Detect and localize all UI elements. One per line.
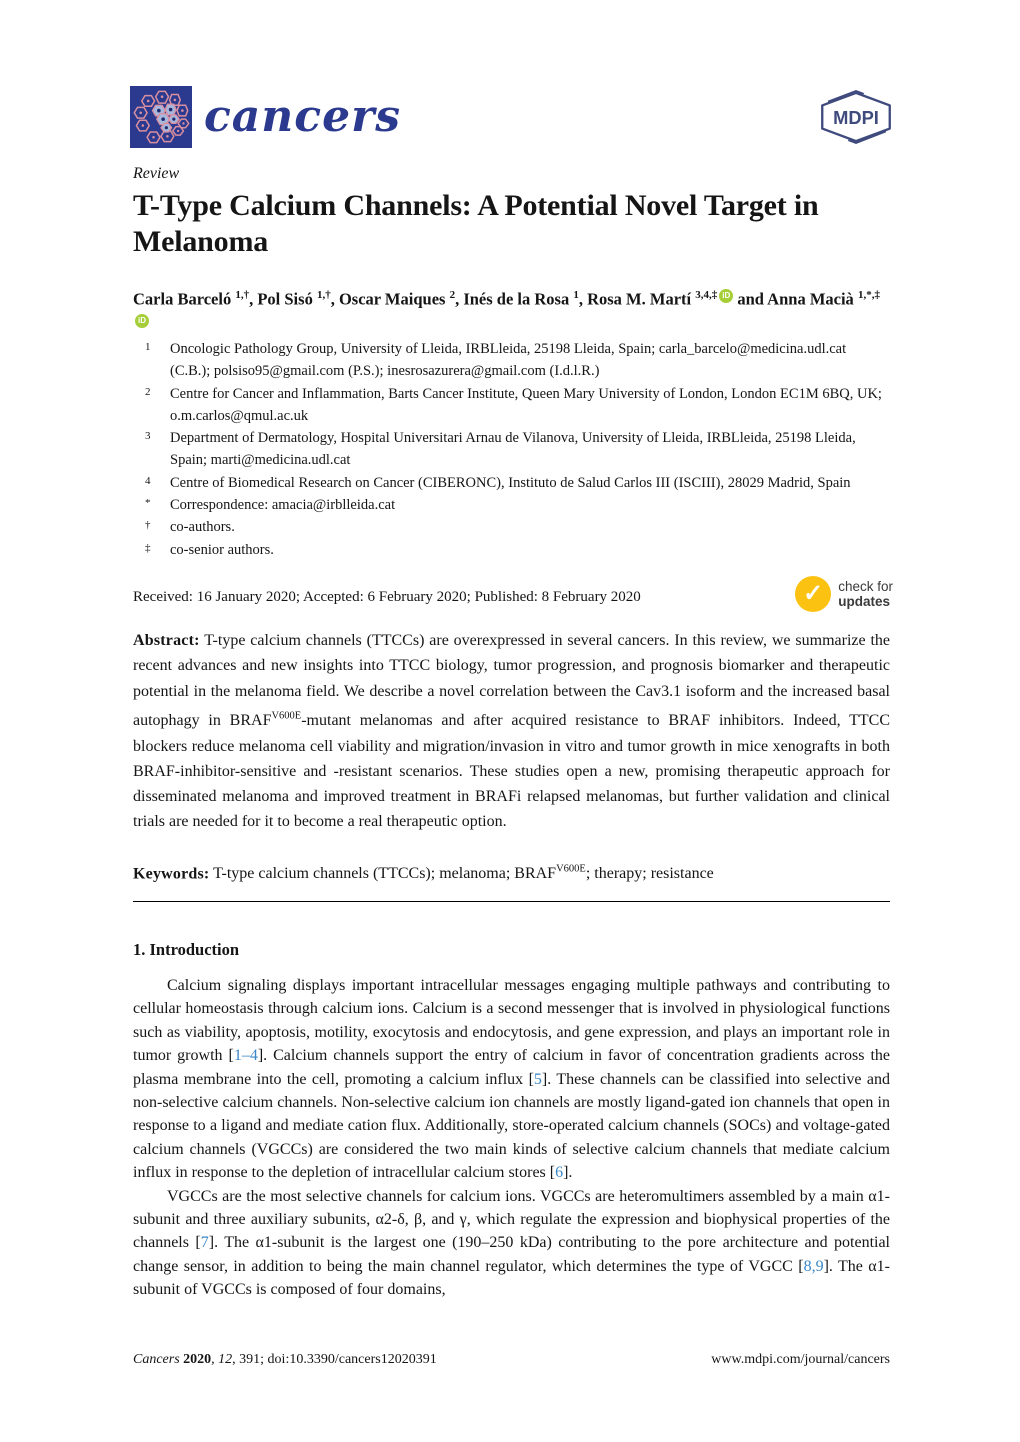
introduction-body	[133, 974, 890, 1302]
text-segment: 2020	[183, 1352, 212, 1367]
text-segment: VGCCs are the most selective channels for calcium ions. VGCCs are heteromultimers assembled by a main α1-subunit and three auxiliary subunits, α2-δ, β, and γ, which regulate the expression and biophysical properties of the channels [	[133, 1187, 890, 1252]
abstract-label: Abstract:	[133, 632, 200, 649]
text-segment: 3,4,‡	[695, 289, 718, 301]
badge-text	[838, 579, 893, 609]
text-segment: 1	[573, 289, 579, 301]
affiliation-text: Oncologic Pathology Group, University of Lleida, IRBLleida, 25198 Lleida, Spain; carla_barcelo@medicina.udl.cat (C.B.); polsiso95@gmail.com (P.S.); inesrosazurera@gmail.com (I.d.l.R.)	[170, 341, 847, 380]
correspondence-item	[133, 494, 890, 516]
footer-citation	[133, 1352, 437, 1368]
text-segment: Calcium signaling displays important intracellular messages engaging multiple pathways and contributing to cellular homeostasis through calcium ions. Calcium is a second messenger that is involved in physiological functions such as viability, apoptosis, motility, exocytosis and endocytosis, and gene expression, and plays an important role in tumor growth [	[133, 977, 890, 1065]
dates-line: Received: 16 January 2020; Accepted: 6 February 2020; Published: 8 February 2020	[133, 589, 641, 605]
affiliation-item	[133, 338, 890, 383]
text-segment: ].	[563, 1164, 573, 1182]
affiliations-list	[133, 338, 890, 561]
text-segment: 1,†	[316, 289, 331, 301]
affiliation-marker: ‡	[145, 541, 151, 554]
text-segment: , 391; doi:10.3390/cancers12020391	[232, 1352, 437, 1367]
affiliation-text: Centre for Cancer and Inflammation, Barts Cancer Institute, Queen Mary University of London, London EC1M 6BQ, UK; o.m.carlos@qmul.ac.uk	[170, 385, 882, 424]
page-title: T-Type Calcium Channels: A Potential Novel Target in Melanoma	[133, 189, 819, 258]
text-segment: 12	[218, 1352, 233, 1367]
text-segment: , Rosa M. Martí	[578, 289, 696, 309]
check-for-updates-badge[interactable]	[795, 576, 893, 612]
text-segment: , Inés de la Rosa	[455, 289, 574, 309]
citation-link[interactable]: 7	[200, 1234, 209, 1252]
text-segment: ]. Calcium channels support the entry of calcium in favor of concentration gradients across the plasma membrane into the cell, promoting a calcium influx [	[133, 1047, 891, 1088]
footnote-text: co-senior authors.	[170, 541, 274, 558]
abstract-text	[133, 632, 890, 830]
journal-name: cancers	[204, 91, 402, 142]
footnote-item	[133, 539, 890, 561]
affiliation-item	[133, 383, 890, 428]
mdpi-logo[interactable]	[818, 90, 894, 149]
authors-line	[133, 283, 890, 337]
mdpi-label-svg: MDPI	[833, 106, 879, 128]
footer-journal-url[interactable]: www.mdpi.com/journal/cancers	[711, 1352, 890, 1367]
text-segment: ,	[211, 1352, 219, 1367]
orcid-icon[interactable]: iD	[135, 314, 149, 328]
text-segment: ]. These channels can be classified into selective and non-selective calcium channels. Non-selective calcium ion channels are mostly ligand-gated ion channels that open in response to a ligand and mediate cation flux. Additionally, store-operated calcium channels (SOCs) and voltage-gated calcium channels (VGCCs) are considered the two main kinds of selective calcium channels that mediate calcium influx in response to the depletion of intracellular calcium stores [	[133, 1070, 891, 1182]
article-type-label: Review	[133, 165, 180, 182]
citation-link[interactable]: 1–4	[233, 1047, 258, 1065]
keywords-text	[209, 865, 713, 882]
affiliation-item	[133, 427, 890, 472]
intro-paragraph-2	[133, 1185, 890, 1302]
affiliation-marker: 3	[145, 430, 151, 443]
text-segment: ]. The α1-subunit of VGCCs is composed of four domains,	[133, 1257, 891, 1299]
correspondence-text: Correspondence: amacia@irblleida.cat	[170, 497, 396, 514]
text-segment: T-type calcium channels (TTCCs) are overexpressed in several cancers. In this review, we summarize the recent advances and new insights into TTCC biology, tumor progression, and prognosis biomarker and therapeutic potential in the melanoma field. We describe a novel correlation between the Cav3.1 isoform and the increased basal autophagy in BRAF	[133, 632, 890, 730]
text-segment: 1,*,‡	[857, 289, 880, 301]
affiliation-marker: *	[145, 497, 151, 510]
badge-line2: updates	[838, 594, 890, 609]
affiliation-marker: 2	[145, 385, 151, 398]
text-segment: , Oscar Maiques	[330, 289, 450, 309]
text-segment: Carla Barceló	[133, 289, 236, 309]
text-segment: , Pol Sisó	[249, 289, 317, 309]
text-segment: 2	[449, 289, 456, 301]
affiliation-marker: †	[145, 519, 151, 532]
citation-link[interactable]: 5	[533, 1070, 542, 1088]
text-segment: -mutant melanomas and after acquired resistance to BRAF inhibitors. Indeed, TTCC blockers reduce melanoma cell viability and migration/invasion in vitro and tumor growth in mice xenografts in both BRAF-inhibitor-sensitive and -resistant scenarios. These studies open a new, promising therapeutic approach for disseminated melanoma and improved treatment in BRAFi relapsed melanomas, but further validation and clinical trials are needed for it to become a real therapeutic option.	[133, 712, 891, 831]
badge-line1: check for	[838, 579, 893, 594]
cancers-cells-icon	[130, 86, 192, 148]
affiliation-text: Centre of Biomedical Research on Cancer (CIBERONC), Instituto de Salud Carlos III (ISCIII), 28029 Madrid, Spain	[170, 474, 851, 491]
checkmark-icon: ✓	[795, 576, 831, 612]
keywords	[133, 857, 890, 886]
text-segment: T-type calcium channels (TTCCs); melanoma; BRAF	[209, 865, 557, 883]
orcid-icon[interactable]: iD	[719, 289, 733, 303]
intro-paragraph-1	[133, 974, 890, 1185]
text-segment: 1,†	[235, 289, 250, 301]
footnote-item	[133, 516, 890, 538]
text-segment: V600E	[556, 864, 586, 875]
citation-link[interactable]: 6	[555, 1164, 564, 1182]
keywords-label: Keywords:	[133, 865, 210, 883]
journal-logo[interactable]	[130, 86, 401, 148]
text-segment: Cancers	[133, 1352, 184, 1367]
text-segment: and Anna Macià	[733, 289, 858, 309]
affiliation-marker: 4	[145, 474, 151, 487]
section-divider	[133, 901, 890, 902]
text-segment: ]. The α1-subunit is the largest one (190–250 kDa) contributing to the pore architecture and potential change sensor, in addition to being the main channel regulator, which determines the type of VGCC [	[133, 1234, 891, 1275]
affiliation-text: Department of Dermatology, Hospital Universitari Arnau de Vilanova, University of Lleida, IRBLleida, 25198 Lleida, Spain; marti@medicina.udl.cat	[170, 430, 856, 469]
section-heading-introduction: 1. Introduction	[133, 940, 240, 959]
abstract	[133, 628, 890, 835]
citation-link[interactable]: 8,9	[803, 1257, 824, 1275]
affiliation-marker: 1	[145, 341, 151, 353]
affiliation-item	[133, 472, 890, 494]
footnote-text: co-authors.	[170, 519, 235, 536]
text-segment: ; therapy; resistance	[585, 865, 714, 883]
text-segment: V600E	[271, 710, 302, 722]
